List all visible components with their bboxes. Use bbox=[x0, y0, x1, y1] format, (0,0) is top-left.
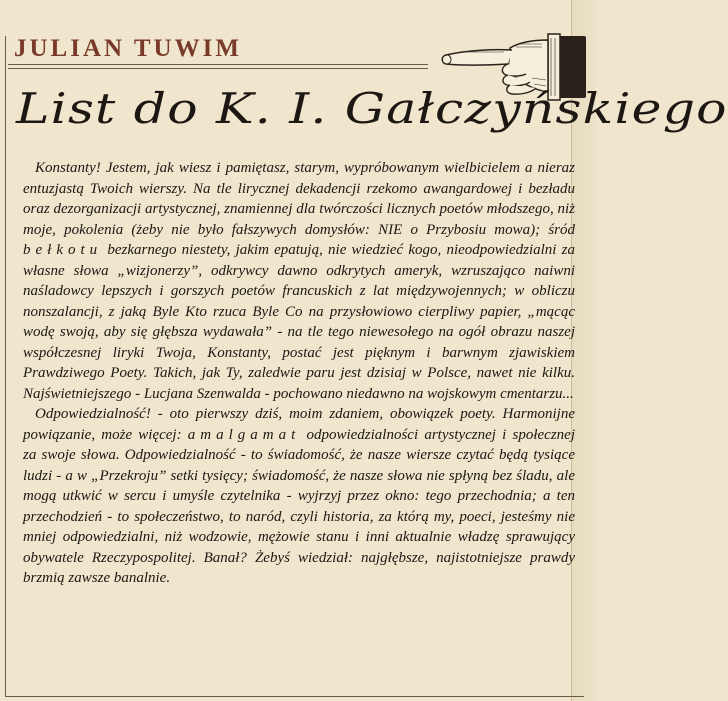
author-name: JULIAN TUWIM bbox=[14, 35, 242, 62]
paragraph-2 bbox=[23, 404, 575, 589]
paragraph-2-text-a: Odpowiedzialność! - oto pierwszy dziś, moim zdaniem, obowiązek poety. Harmonijne powiązanie, może więcej: bbox=[23, 406, 575, 443]
paragraph-1-text-b: bezkarnego niestety, jakim epatują, nie wiedzieć kogo, nieodpowiedzialni za własne słowa „wizjonerzy”, odkrywcy dawno odkrytych ameryk, wzruszająco naiwni naśladowcy lepszych i gorszych poetów francuskich z lat międzywojennych; w obliczu nonszalancji, z jaką Byle Kto rzuca Byle Co na przysłowiowo cierpliwy papier, „mącąc wodę swoją, aby się głębsza wydawała” - na tle tego niewesołego na ogół obrazu naszej współczesnej liryki Twoja, Konstanty, postać jest pięknym i barwnym zjawiskiem Prawdziwego Poety. Takich, jak Ty, zaledwie paru jest dzisiaj w Polsce, nawet nie kilku. Najświetniejszego - Lucjana Szenwalda - pochowano niedawno na wojskowym cmentarzu... bbox=[23, 242, 575, 402]
author-rule bbox=[8, 64, 428, 65]
author-rule-secondary bbox=[8, 68, 428, 69]
page-title: List do K. I. Gałczyńskiego bbox=[16, 84, 728, 133]
article-body bbox=[23, 158, 575, 589]
paragraph-1-text-a: Konstanty! Jestem, jak wiesz i pamiętasz, starym, wypróbowanym wielbicielem a nieraz entuzjastą Twoich wierszy. Na tle lirycznej dekadencji rzekomo awangardowej i bezładu oraz dezorganizacji artystycznej, znamiennej dla twórczości licznych poetów młodszego, niż moje, pokolenia (żeby nie było fałszywych domysłów: NIE o Przybosiu mowa); śród bbox=[23, 160, 575, 238]
paragraph-2-text-b: odpowiedzialności artystycznej i społecznej za swoje słowa. Odpowiedzialność - to świadomość, że nasze wiersze czytać będą tysiące ludzi - a w „Przekroju” setki tysięcy; świadomość, że nasze słowa nie spłyną bez śladu, ale mogą utkwić w sercu i umyśle czytelnika - wyjrzyj przez okno: tego przechodnia; a ten przechodzień - to społeczeństwo, to naród, czyli historia, za którą my, poeci, jesteśmy nie mniej odpowiedzialni, niż wodzowie, mężowie stanu i inni aktualnie władzę sprawujący obywatele Rzeczypospolitej. Banał? Żebyś wiedział: najgłębsze, najistotniejsze prawdy brzmią zawsze banalnie. bbox=[23, 426, 575, 586]
paragraph-1-spaced-word: bełkotu bbox=[23, 242, 103, 258]
paragraph-2-spaced-word: amalgamat bbox=[187, 426, 301, 443]
paragraph-1 bbox=[23, 158, 575, 404]
